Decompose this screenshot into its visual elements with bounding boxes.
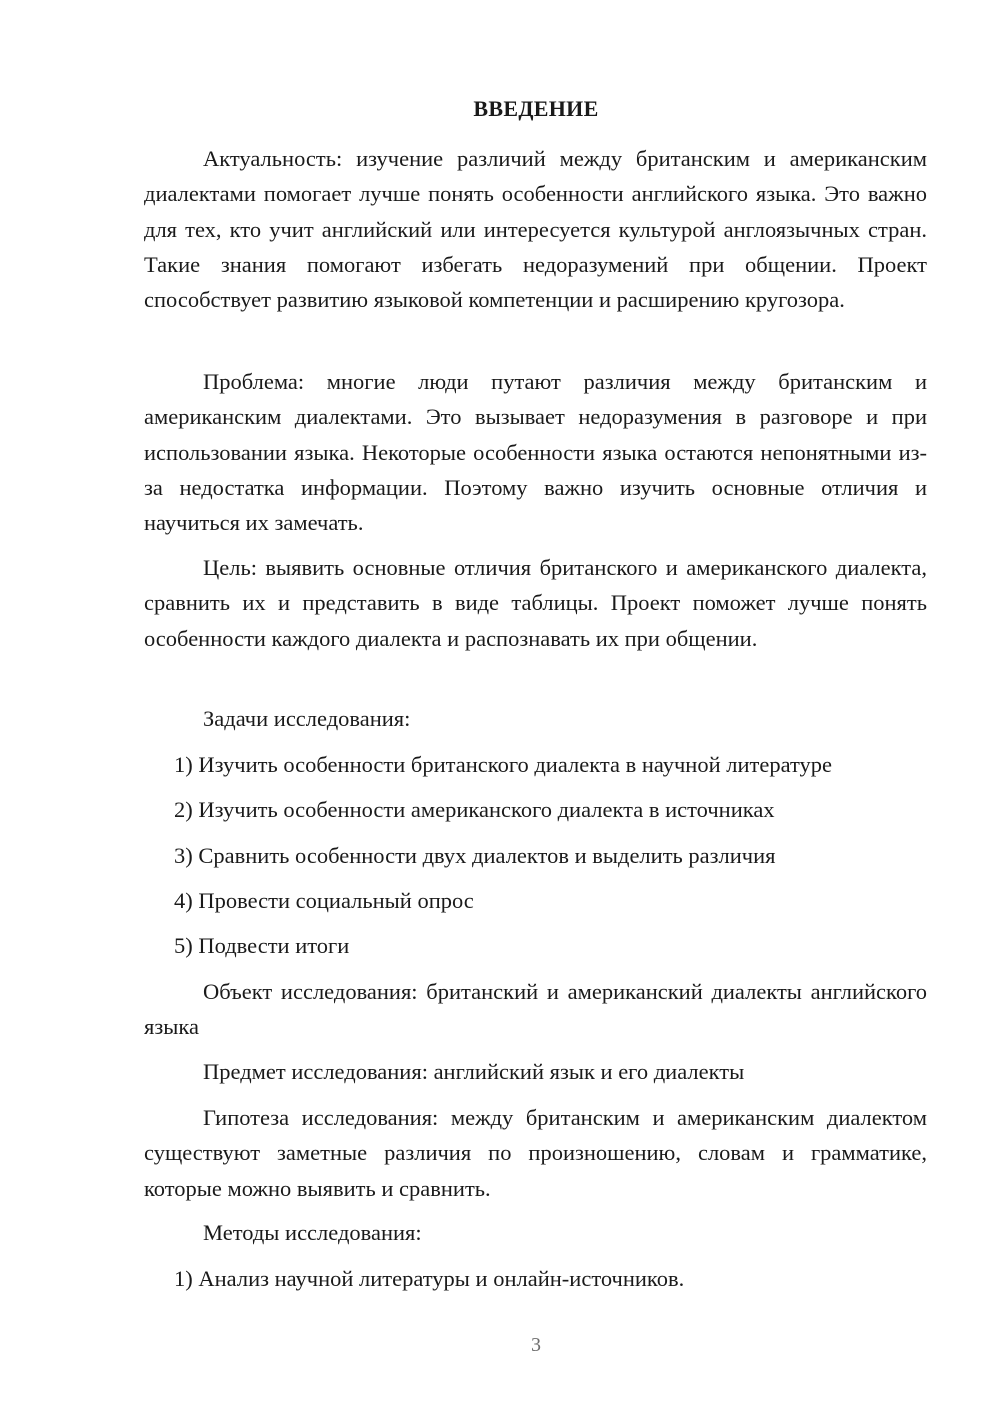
methods-heading: Методы исследования: <box>203 1220 422 1245</box>
paragraph-goal: Цель: выявить основные отличия британского и американского диалекта, сравнить их и представить в виде таблицы. Проект поможет лучше понять особенности каждого диалекта и распознавать их при общении. <box>144 555 927 651</box>
list-item: 5) Подвести итоги <box>174 933 350 958</box>
page-number: 3 <box>531 1334 541 1356</box>
list-item: 3) Сравнить особенности двух диалектов и выделить различия <box>174 843 776 868</box>
paragraph-hypothesis: Гипотеза исследования: между британским и американским диалектом существуют заметные различия по произношению, словам и грамматике, которые можно выявить и сравнить. <box>144 1105 927 1201</box>
list-item: 1) Изучить особенности британского диалекта в научной литературе <box>174 752 833 777</box>
list-item: 1) Анализ научной литературы и онлайн-источников. <box>174 1266 685 1291</box>
list-item: 2) Изучить особенности американского диалекта в источниках <box>174 797 775 822</box>
paragraph-problem: Проблема: многие люди путают различия между британским и американским диалектами. Это вызывает недоразумения в разговоре и при использовании языка. Некоторые особенности языка остаются непонятными из-за недостатка информации. Поэтому важно изучить основные отличия и научиться их замечать. <box>144 369 927 536</box>
page-title: ВВЕДЕНИЕ <box>473 96 599 121</box>
paragraph-subject: Предмет исследования: английский язык и его диалекты <box>203 1059 745 1084</box>
list-item: 4) Провести социальный опрос <box>174 888 474 913</box>
tasks-heading: Задачи исследования: <box>203 706 411 731</box>
paragraph-object: Объект исследования: британский и американский диалекты английского языка <box>144 979 927 1040</box>
paragraph-relevance: Актуальность: изучение различий между британским и американским диалектами помогает лучше понять особенности английского языка. Это важно для тех, кто учит английский или интересуется культурой англоязычных стран. Такие знания помогают избегать недоразумений при общении. Проект способствует развитию языковой компетенции и расширению кругозора. <box>144 146 927 313</box>
